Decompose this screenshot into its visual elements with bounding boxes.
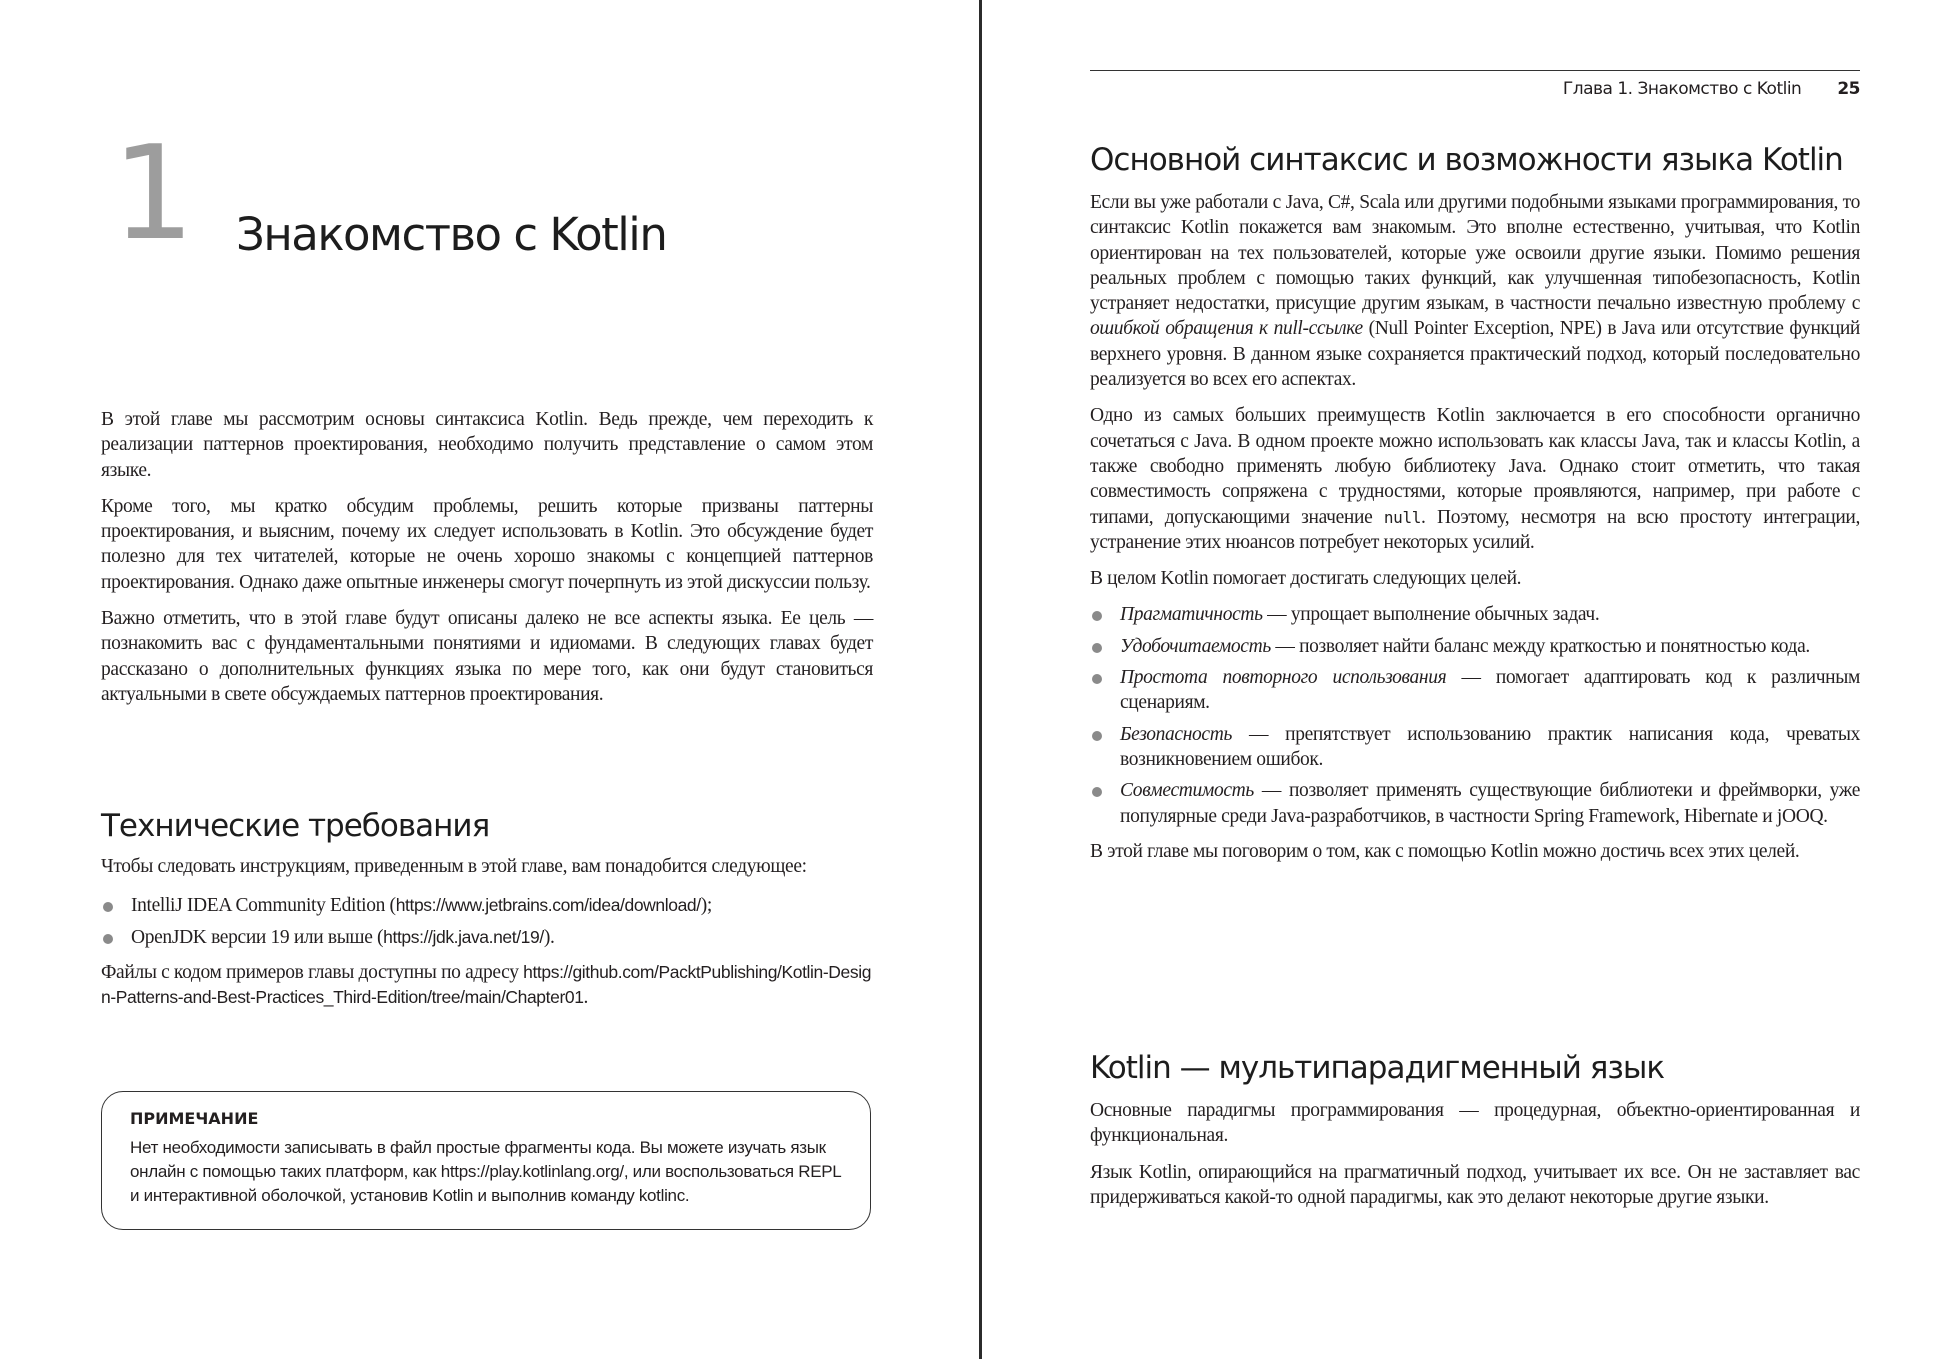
- note-box: [101, 1091, 871, 1230]
- section-heading: Основной синтаксис и возможности языка Kotlin: [1090, 142, 1843, 178]
- page-number: 25: [1837, 79, 1860, 99]
- paragraph: Язык Kotlin, опирающийся на прагматичный подход, учитывает их все. Он не заставляет вас придерживаться какой-то одной парадигмы, как это делают некоторые другие языки.: [1090, 1161, 1860, 1208]
- paragraph: Одно из самых больших преимуществ Kotlin заключается в его способности органично сочетаться с Java. В одном проекте можно использовать как классы Java, так и классы Kotlin, а также свободно применять любую библиотеку Java. Однако стоит отметить, что такая совместимость сопряжена с трудностями, которые проявляются, например, при работе с типами, допускающими значение null. Поэтому, несмотря на всю простоту интеграции, устранение этих нюансов потребует некоторых усилий.: [1090, 405, 1861, 553]
- list-item: Безопасность — препятствует использованию практик написания кода, чреватых возникновением ошибок.: [1090, 722, 1860, 773]
- bullet-icon: [103, 902, 113, 912]
- chapter-title: Знакомство с Kotlin: [236, 208, 667, 261]
- paragraph: Основные парадигмы программирования — процедурная, объектно-ориентированная и функциональная.: [1090, 1100, 1860, 1147]
- section-heading: Технические требования: [101, 808, 490, 844]
- list-item: Простота повторного использования — помогает адаптировать код к различным сценариям.: [1090, 665, 1860, 716]
- chapter-number: 1: [112, 117, 195, 269]
- bullet-icon: [103, 934, 113, 944]
- list-item: IntelliJ IDEA Community Edition (https://www.jetbrains.com/idea/download/);: [101, 893, 873, 918]
- bullet-icon: [1092, 731, 1102, 741]
- section-heading: Kotlin — мультипарадигменный язык: [1090, 1050, 1665, 1086]
- link[interactable]: https://jdk.java.net/19/: [383, 926, 544, 947]
- paragraph: Кроме того, мы кратко обсудим проблемы, решить которые призваны паттерны проектирования, и выясним, почему их следует использовать в Kotlin. Это обсуждение будет полезно для тех читателей, которые не очень хорошо знакомы с концепцией паттернов проектирования. Однако даже опытные инженеры смогут почерпнуть из этой дискуссии пользу.: [101, 495, 873, 593]
- multiparadigm-section: [1090, 1050, 1860, 1221]
- list-item: Прагматичность — упрощает выполнение обычных задач.: [1090, 602, 1860, 627]
- intro-section: [101, 407, 873, 718]
- paragraph: В этой главе мы рассмотрим основы синтаксиса Kotlin. Ведь прежде, чем переходить к реализации паттернов проектирования, необходимо получить представление о самом этом языке.: [101, 409, 873, 481]
- bullet-icon: [1092, 611, 1102, 621]
- bullet-icon: [1092, 643, 1102, 653]
- paragraph: Чтобы следовать инструкциям, приведенным в этой главе, вам понадобится следующее:: [101, 856, 807, 877]
- syntax-section: [1090, 142, 1860, 875]
- note-title: ПРИМЕЧАНИЕ: [130, 1109, 259, 1128]
- goals-list: [1090, 602, 1860, 828]
- running-head: [1090, 70, 1860, 99]
- link[interactable]: https://github.com/PacktPublishing/Kotlin-Design-Patterns-and-Best-Practices_Third-Edition/tree/main/Chapter01: [101, 961, 872, 1008]
- bullet-icon: [1092, 674, 1102, 684]
- requirements-list: [101, 893, 873, 950]
- list-item: OpenJDK версии 19 или выше (https://jdk.java.net/19/).: [101, 925, 873, 950]
- paragraph: Важно отметить, что в этой главе будут описаны далеко не все аспекты языка. Ее цель — познакомить вас с фундаментальными понятиями и идиомами. В следующих главах будет рассказано о дополнительных функциях языка по мере того, как они будут становиться актуальными в свете обсуждаемых паттернов проектирования.: [101, 608, 873, 705]
- paragraph: В целом Kotlin помогает достигать следующих целей.: [1090, 568, 1522, 590]
- list-item: Совместимость — позволяет применять существующие библиотеки и фреймворки, уже популярные среди Java-разработчиков, в частности Spring Framework, Hibernate и jOOQ.: [1090, 778, 1860, 829]
- bullet-icon: [1092, 787, 1102, 797]
- paragraph: В этой главе мы поговорим о том, как с помощью Kotlin можно достичь всех этих целей.: [1090, 840, 1800, 862]
- list-item: Удобочитаемость — позволяет найти баланс между краткостью и понятностью кода.: [1090, 634, 1860, 659]
- paragraph: Файлы с кодом примеров главы доступны по адресу https://github.com/PacktPublishing/Kotlin-Design-Patterns-and-Best-Practices_Third-Edition/tree/main/Chapter01.: [101, 961, 872, 1009]
- running-head-title: Глава 1. Знакомство с Kotlin: [1562, 79, 1802, 99]
- note-body: Нет необходимости записывать в файл простые фрагменты кода. Вы можете изучать язык онлайн с помощью таких платформ, как https://play.kotlinlang.org/, или воспользоваться REPL и интерактивной оболочкой, установив Kotlin и выполнив команду kotlinc.: [130, 1138, 841, 1205]
- paragraph: Если вы уже работали с Java, C#, Scala или другими подобными языками программирования, то синтаксис Kotlin покажется вам знакомым. Это вполне естественно, учитывая, что Kotlin ориентирован на тех пользователей, которые уже освоили другие языки. Помимо решения реальных проблем с помощью таких функций, как улучшенная типобезопасность, Kotlin устраняет недостатки, присущие другим языкам, в частности печально известную проблему с ошибкой обращения к null-ссылке (Null Pointer Exception, NPE) в Java или отсутствие функций верхнего уровня. В данном языке сохраняется практический подход, который последовательно реализуется во всех его аспектах.: [1090, 192, 1860, 391]
- tech-requirements-section: [101, 808, 873, 1021]
- link[interactable]: https://www.jetbrains.com/idea/download/: [395, 895, 701, 916]
- page-divider: [979, 0, 982, 1359]
